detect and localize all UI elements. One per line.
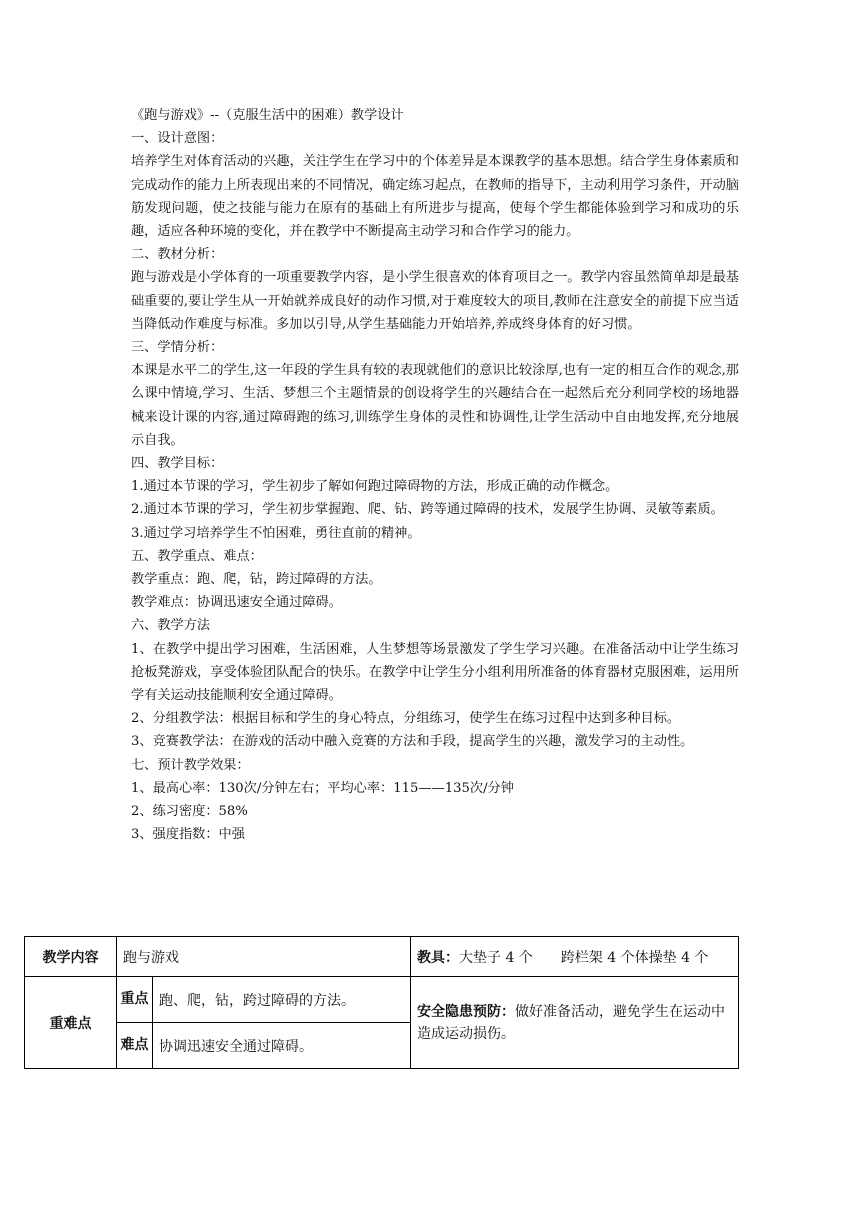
safety-cell <box>411 977 739 1069</box>
section-heading-student-analysis: 三、学情分析： <box>131 340 224 356</box>
key-point-value-cell: 跑、爬，钻，跨过障碍的方法。 <box>153 977 411 1023</box>
section-heading-expected-results: 七、预计教学效果： <box>131 757 250 773</box>
method-item: 1、在教学中提出学习困难，生活困难，人生梦想等场景激发了学生学习兴趣。在准备活动中让学生练习抢板凳游戏，享受体验团队配合的快乐。在教学中让学生分小组利用所准备的体育器材克服困难，运用所学有关运动技能顺利安全通过障碍。 <box>131 641 739 704</box>
paragraph-design-intent: 培养学生对体育活动的兴趣，关注学生在学习中的个体差异是本课教学的基本思想。结合学生身体素质和完成动作的能力上所表现出来的不同情况，确定练习起点，在教师的指导下，主动利用学习条件，开动脑筋发现问题，使之技能与能力在原有的基础上有所进步与提高，使每个学生都能体验到学习和成功的乐趣，适应各种环境的变化，并在教学中不断提高主动学习和合作学习的能力。 <box>131 154 739 240</box>
expected-result-item: 2、练习密度：58% <box>131 804 248 820</box>
paragraph-student-analysis: 本课是水平二的学生,这一年段的学生具有较的表现就他们的意识比较涂厚,也有一定的相互合作的观念,那么课中情境,学习、生活、梦想三个主题情景的创设将学生的兴趣结合在一起然后充分利同学校的场地器械来设计课的内容,通过障碍跑的练习,训练学生身体的灵性和协调性,让学生活动中自由地发挥,充分地展示自我。 <box>131 363 739 448</box>
paragraph-material-analysis: 跑与游戏是小学体育的一项重要教学内容，是小学生很喜欢的体育项目之一。教学内容虽然简单却是最基础重要的,要让学生从一开始就养成良好的动作习惯,对于难度较大的项目,教师在注意安全的前提下应当适当降低动作难度与标准。多加以引导,从学生基础能力开始培养,养成终身体育的好习惯。 <box>131 270 739 332</box>
equipment-value: 大垫子 4 个 跨栏架 4 个体操垫 4 个 <box>459 949 709 966</box>
expected-result-item: 3、强度指数：中强 <box>131 827 245 843</box>
objective-item: 2.通过本节课的学习，学生初步掌握跑、爬、钻、跨等通过障碍的技术，发展学生协调、灵敏等素质。 <box>131 502 724 518</box>
expected-result-item: 1、最高心率：130次/分钟左右；平均心率：115——135次/分钟 <box>131 780 514 796</box>
difficulty-text: 教学难点：协调迅速安全通过障碍。 <box>131 595 342 611</box>
section-heading-material-analysis: 二、教材分析： <box>131 247 224 263</box>
method-item: 2、分组教学法：根据目标和学生的身心特点，分组练习，使学生在练习过程中达到多种目标。 <box>131 711 681 727</box>
objective-item: 1.通过本节课的学习，学生初步了解如何跑过障碍物的方法，形成正确的动作概念。 <box>131 479 619 495</box>
table-row <box>25 937 739 977</box>
difficulty-label-cell: 难点 <box>117 1023 153 1069</box>
table-row <box>25 977 739 1023</box>
objective-item: 3.通过学习培养学生不怕困难，勇往直前的精神。 <box>131 525 421 541</box>
key-point-label-cell: 重点 <box>117 977 153 1023</box>
section-heading-key-points: 五、教学重点、难点： <box>131 548 263 564</box>
section-heading-methods: 六、教学方法 <box>131 618 211 634</box>
lesson-plan-body <box>131 104 739 847</box>
content-value-cell: 跑与游戏 <box>117 937 411 977</box>
content-label-cell: 教学内容 <box>25 937 117 977</box>
safety-label: 安全隐患预防： <box>417 1003 515 1020</box>
section-heading-objectives: 四、教学目标： <box>131 456 224 472</box>
lesson-info-table <box>24 936 739 1069</box>
key-point-text: 教学重点：跑、爬，钻，跨过障碍的方法。 <box>131 572 382 588</box>
equipment-label: 教具： <box>417 949 459 966</box>
safety-value: 做好准备活动，避免学生在运动中造成运动损伤。 <box>417 1003 725 1042</box>
difficulty-value-cell: 协调迅速安全通过障碍。 <box>153 1023 411 1069</box>
section-heading-design-intent: 一、设计意图： <box>131 131 224 147</box>
equipment-cell <box>411 937 739 977</box>
method-item: 3、竞赛教学法：在游戏的活动中融入竞赛的方法和手段，提高学生的兴趣，激发学习的主动性。 <box>131 734 694 750</box>
key-difficulty-label-cell: 重难点 <box>25 977 117 1069</box>
document-title: 《跑与游戏》--（克服生活中的困难）教学设计 <box>131 108 404 123</box>
